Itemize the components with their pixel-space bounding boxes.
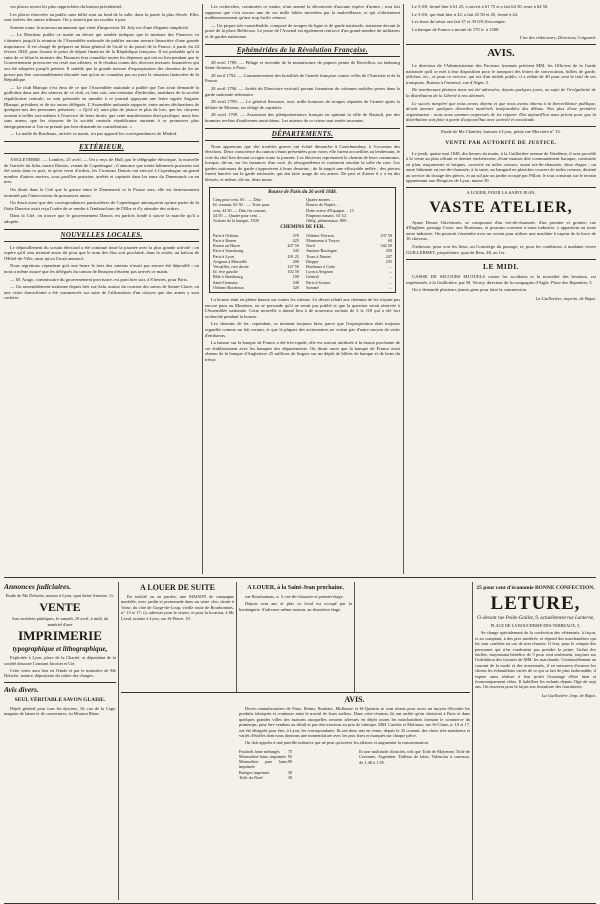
item-label: Dette active d'Espagne. .. 13 xyxy=(306,207,354,213)
item-value: 247 xyxy=(385,253,392,259)
item-label: Quatre annees. .. xyxy=(306,197,335,203)
paragraph: Divers manufacturiers de Paris, Reims, Roubaix, Mulhouse et St-Quentin se sont réunis pour avoir un moyen d'écouler les produits fabriqués et continuer ainsi le travail de leurs ateliers. Dans cette réunion, ils ont arrêté qu'on choisirait à Paris et dans quelques grandes villes des maisons auxquelles seraient adressés en dépôt toutes les marchandises formant le commerce du printemps, pour être vendues au détail et par rétrocessions au prix de fabrique. MM. Cambis et Molinaro, rue St-Côme, n. 10 et 17, ont été désignés pour être, à Lyon, les correspondants. Ils ont donc mis en vente, depuis le 25 courant, des choix très-nombreux et variés d'étoffes dont nous donnons une nomenclature avec les prix fixes et marqués sur chaque pièce. xyxy=(239,706,470,739)
item-label: Mousseline pure laine, imprimée xyxy=(239,759,289,770)
paragraph: Ayant Douze Ouvertures, se composant d'un rez-de-chaussée, d'un premier et grenier; rue d'Enghien, passage Coste, aux Brotteaux, et pouvant convenir à toute industrie, y appartient ou toute autre industrie. On pourrait s'entendre avec un voisin pour utiliser une machine à vapeur de la force de 16 chevaux. xyxy=(406,219,596,242)
item-value: 60 xyxy=(387,238,392,244)
chemins-right-list xyxy=(306,233,392,290)
item-value: 250 xyxy=(385,248,392,254)
le-midi-heading: LE MIDI. xyxy=(406,259,596,271)
item-label: Paris à Strasbourg xyxy=(213,248,244,254)
avis-divers-heading: Avis divers. xyxy=(4,682,116,694)
ephemeride: 28 avril 1789. — Pillage et incendie de la manufacture de papiers peints de Reveillon, au faubourg Saint-Antoine, à Paris. xyxy=(205,59,400,71)
louer-heading: A LOUER, POUR LA SAINT-JEAN, xyxy=(406,187,596,196)
paragraph: De nombreuses plaintes nous ont été adressées, depuis quelques jours, au sujet de l'irrégularité de la distribution de la Liberté à nos abonnés. xyxy=(406,87,596,98)
item-value: ... xyxy=(388,269,392,275)
bourse-right-list xyxy=(306,197,392,223)
paragraph: Le jeudi, quatre mai 1848, dix heures du matin, à la Guillotière avenue de Vendôme, il sera procédé à la vente au plus offrant et dernier enchérisseur, d'une maison dite communément baraque, construite en plan, maçonnerie et briques, couverte en tuiles creuses, ayant rez-de-chaussée, deux étages ; un autre bâtiment en rez-de-chaussée, à la suite, un hangard en planches couvert de tuiles creuses, destiné au service du tissage des pièces, et au sol par un jardin occupé par Pillon; le tout construit sur le terrain appartenant aux Hospices de Lyon, masse 39. xyxy=(406,150,596,184)
signature: La Guillotière, Imp. de Bajat. xyxy=(541,692,596,698)
paragraph: Somme toute, le nouveau monument que vient d'improviser M. Joly est d'une élégante simplicité. xyxy=(10,24,189,30)
item-value: 237 50 xyxy=(380,232,392,238)
paragraph: Cette vente aura lieu en l'étude et par le ministère de Me Delache, notaire, dépositaire du cahier des charges. xyxy=(4,668,116,679)
item-label: Montereau à Troyes xyxy=(306,238,340,244)
louer2-heading: A LOUER, à la Saint-Jean prochaine, xyxy=(247,585,344,591)
ads-column-2 xyxy=(121,582,234,900)
paragraph: En totalité ou en parties, une MAISON de campagne meublée, avec jardin et promenade dans un vaste clos, située à Vaise, du côté de Gorge-de-Loup, vieille route de Bourbonnais, n° 13 et 17; s'y adresser pour le visiter, et pour la location, à Mr Laval, notaire à Lyon, rue St-Pierre, 10. xyxy=(121,594,234,621)
vaste-atelier-heading: VASTE ATELIER, xyxy=(429,198,573,216)
paragraph: Nous regrettons cependant qu'à une heure le tiers des cantons n'avait pas encore été dépouillé ; on nous a même assuré que les délégués du canton de Beaujeu n'étaient pas arrivés ce matin. xyxy=(4,263,199,274)
imprimerie-heading: IMPRIMERIE xyxy=(18,628,102,644)
item-label: cent, 44 50. — Dito fin courant, xyxy=(213,207,267,213)
ephemeride: 28 avril 1799. — Assassinat des plénipotentiaires français en quittant la ville de Rastadt, par des hommes revêtus d'uniformes autrichiens. Les auteurs de ce crime sont restés inconnus. xyxy=(205,112,400,123)
item-label: Paris à Lyon xyxy=(213,253,234,259)
typo-heading: typographique et lithographique, xyxy=(12,645,108,654)
paragraph: Se charge spécialement de la confection des vêtements, à façon, et au comptant, à des prix modérés, et répond des marchandises qui lui sont confiées en cas de non réussite. Il fera, pour le compte des personnes qui n'en voudraient pas prendre la peine, l'achat des étoffes, moyennant bénéfice de 5 pour cent seulement, toujours sur l'exhibition des factures de MM. les marchands. Continuellement au courant de la mode et des nouveautés, il en mesurera d'avance les clients les échantillons variés de ce qui se fait de plus fashionable; il espère ainsi réaliser à leur profit l'avantage d'être bien et économiquement vêtus. Il habillera les enfants depuis l'âge de sept ans. On trouvera pour la façon son fourniture des fournitures. xyxy=(475,630,596,690)
paragraph: On disait dans la Cité que la guerre entre le Danemarck et la Prusse sera, elle est heureusement terminée par l'intercession de puissances amies. xyxy=(4,187,199,198)
economie-heading: 25 pour cent d'économie BONNE CONFECTION. xyxy=(476,585,595,591)
column-3 xyxy=(406,4,596,574)
paragraph: Les places réservées au public sans billet sont au fond de la salle, dans la partie la plus élevée. Elles sont isolées des autres tribunes. On y entrera par un escalier à part. xyxy=(4,11,199,23)
leture-sub: Ci-devant rue Poids-Gaillot, 9, actuellement rue Lanterne, xyxy=(476,616,595,621)
paragraph: Exploitée à Lyon, place de la Charité, et dépendant de la société dissoute Constant Jacottet et Cie. xyxy=(4,655,116,666)
signature: L'un des rédacteurs, Directeur, Coignard. xyxy=(519,35,596,41)
item-value: 147 50 xyxy=(287,264,299,270)
item-label: Id. courant, 65 50 .. — Trois pour xyxy=(213,202,270,208)
ads-column-1 xyxy=(4,582,116,900)
avis2-heading: AVIS. xyxy=(344,695,365,704)
paragraph: On disait aussi que des correspondances particulières de Copenhague annonçaient qu'une partie de la flotte Danoise avait reçu l'ordre de se rendre à l'embouchure de l'Elbe et d'y attendre des ordres. xyxy=(4,200,199,211)
item-label: Bâle à Strasbourg xyxy=(213,274,243,280)
paragraph: rue Bourbonnais, n. 5, rez-de-chaussée et premier étage. xyxy=(245,594,344,599)
item-value: 50 xyxy=(288,769,293,775)
item-label: Bordeaux à Cette xyxy=(306,264,336,270)
section-divider xyxy=(4,577,596,578)
item-label: Cinq pour cent, 65 .. — Dito xyxy=(213,197,262,203)
paragraph: Depuis cent ans et plus ce local est occupé par la boulangerie. S'adresser même maison, au deuxième étage. xyxy=(239,601,352,612)
bourse-box xyxy=(209,187,396,293)
leture-heading: LETURE, xyxy=(490,593,581,614)
item-label: Foulards laine mélangés xyxy=(239,748,280,754)
annonces-heading: Annonces judiciaires. xyxy=(4,582,72,591)
item-value: 207 50 xyxy=(287,243,299,249)
item-label: Rouen au Havre xyxy=(213,243,241,249)
item-value: 255 xyxy=(385,258,392,264)
column-divider xyxy=(354,582,355,692)
paragraph: Dans la Cité, on trouve que le gouvernement Danois est parfois fondé à suivre la marche qu'il a adoptée. xyxy=(4,213,199,224)
section-heading-exterieur: EXTÉRIEUR. xyxy=(4,141,199,154)
item-label: Id. rive gauche xyxy=(213,269,238,275)
column-divider xyxy=(472,582,473,900)
item-label: Bourse de Naples. .. xyxy=(306,202,340,208)
leture-place: PLACE DE LA BOUCHERIE-DES-TERREAUX, 5, xyxy=(490,623,581,629)
avis-ad xyxy=(239,694,470,780)
item-label: Versailles, rive droite xyxy=(213,264,249,270)
paragraph: — Un piquet très-considérable, composé de troupes de ligne et de garde nationale, stationne devant le poste de la place Bellecour. Le poste de l'Arsenal est également renforcé d'un grand nombre de militaires et de gardes nationaux. xyxy=(205,22,400,39)
paragraph: — Le Moniteur publie ce matin un décret qui semble indiquer que le ministre des Finances va s'abstenir jusqu'à la réunion de l'Assemblée nationale de publier aucune mesure financière d'une grande importance. Il est chargé de préparer un bilan général de l'actif et du passif de la France, à partir du 24 février 1848, pour fournir le point de départ financier de la République française. Il est probable qu'à la suite de ce bilan le ministre des Finances fera connaître toutes les dépenses qui ont eu lieu pendant que le Gouvernement provisoire est resté aux affaires, et le résultat connu des diverses mesures financières qui ont été adoptées jusqu'à présent. Il semble que la grande mesure d'expropriation des chemins de fer ne puisse pas être convenablement discutée tant qu'on ne connaîtra pas au juste la situation financière de la République. xyxy=(4,32,199,83)
item-value: 291 25 xyxy=(287,253,299,259)
column-divider xyxy=(202,4,203,574)
item-label: Paris à Rouen xyxy=(213,238,237,244)
paragraph: — La malle de Bordeaux, arrivée ce matin, n'a pas apporté les correspondances de Madrid. xyxy=(10,131,178,137)
bourse-left-list xyxy=(213,197,303,223)
item-value: 75 xyxy=(288,748,293,754)
list-item xyxy=(239,775,292,780)
list-item xyxy=(213,218,303,223)
item-label: Toile du Nord xyxy=(239,774,263,780)
item-label: Orléans-Bordeaux xyxy=(213,284,244,290)
paragraph: ces places seront les plus rapprochées du bureau présidentiel. xyxy=(10,4,123,9)
item-label: Tours à Nantes xyxy=(306,253,332,259)
item-label: Emprunt romain. 54 1/2 xyxy=(306,212,347,218)
paragraph: — Le club Blanqui s'est ému de ce que l'Assemblée nationale a publié que l'on avait demandé la guillotine dans une des séances de ce club, et, hier soir, une trentaine d'individus, membres de la société républicaine centrale, se sont présentés en tumulte à ce journal appuyant une lettre signée Auguste Blanqui, président, et de six autres délégués. L'Assemblée nationale rapporte, entre autres déclarations de quelques-uns des personnes présentes : « Qu'il n'y aura plus de justice et plus de lois; que les citoyens avaient à veiller eux-mêmes à l'exercice de leurs droits; que cette manifestation était pacifique, mais leur sans armes; que les citoyens de la société centrale républicaine auraient à se prononcer plus énergiquement si l'on ne prenait pas leur demande en considération. » xyxy=(4,84,199,129)
item-label: 44 50 — Quatre pour cent. .. xyxy=(213,212,262,218)
item-value: 95 xyxy=(288,754,293,760)
paragraph: CAISSE DE SECOURS MUTUELS contre les accidents et la mortalité des bestiaux, est représentée, à la Guillotière, par M. Verrey, directeur de la compagnie d'Aigle. Place des Repentirs, 5. xyxy=(406,274,596,285)
louer-suite-heading: A LOUER DE SUITE xyxy=(140,583,215,592)
item-label: Obllg. pièmontaise, 800 .. xyxy=(306,218,350,224)
item-value: 200 xyxy=(292,258,299,264)
paragraph: Le directeur de l'Administration des Facteurs lyonnais prévient MM. les Officiers de la Garde nationale qu'il se met à leur disposition pour le transport des lettres de convocation, billets de garde, affiches, etc., et pour ce service, qui est d'un intérêt public, il a réduit de 40 pour cent le tarif de ses transports. Bureau à l'entresol, rue d'Algér, 3. xyxy=(406,62,596,85)
bourse-line: Les bons du trésor ont fait 37 et 39 0/0 d'escompte. xyxy=(412,19,506,25)
item-label: Paris à Orléans xyxy=(213,232,239,238)
item-value: 320 xyxy=(292,284,299,290)
vente-text: Aux enchères publiques, le samedi, 29 avril, à midi, du matériel d'une xyxy=(11,616,109,627)
paragraph: Les recherches, continuées ce matin, n'ont amené la découverte d'aucune espèce d'armes ; tout fait supposer que c'est encore une de ces mille fables inventées par la malveillance, et qui n'obtiennent malheureusement qu'une trop facile créance. xyxy=(205,4,400,21)
item-value: 90 xyxy=(288,759,293,765)
paragraph: On y demande plusieurs jeunes gens pour faire la commission. xyxy=(412,287,528,293)
section-heading-avis: AVIS. xyxy=(406,44,596,60)
item-value: 100 xyxy=(292,274,299,280)
item-value: 340 xyxy=(292,279,299,285)
item-value: 370 xyxy=(292,232,299,238)
ads-column-3 xyxy=(239,582,352,692)
paragraph: Dépôt général pour tous les épiciers, 16, rue de la Cage, magasin de laines et de couvertures, au Mouton Blanc. xyxy=(4,705,116,717)
signature: La Guillotière, imprim. de Bajat. xyxy=(535,296,596,301)
item-label: Gentral xyxy=(306,274,319,280)
ephemeride: 28 avril 1792. — Commencement des hostilités de l'armée française contre celles de l'Autriche et de la Prusse. xyxy=(205,72,400,84)
bourse-line: Le 5 0/0, fermé hier à 61 25, a ouvert à 61 75 et a fait 64 50, reste à 64 50. xyxy=(412,4,549,9)
paragraph: ANGLETERRE. — Londres, 25 avril. — On a reçu de Hull, par le télégraphe électrique, la nouvelle de l'arrivée du Julia, navire Danois, venant de Copenhague ; il annonce que trente bâtiments prussiens ont été saisis dans ce port, et qu'en vertu d'ordres, les Croiseurs Danois ont envoyé à Copenhague un grand nombre d'autres navires, sous pavillon prussien, arrêtés et capturés dans les eaux du Danemarck ou en mer. xyxy=(4,157,199,185)
chemins-left-list xyxy=(213,233,299,290)
ephemeride: 28 avril 1799. — Le général Serrurier, avec mille hommes de troupes séparées de l'armée après la défaite de Moreau, est obligé de capituler. xyxy=(205,99,400,110)
chemins-title: CHEMINS DE FER. xyxy=(280,225,325,231)
column-divider xyxy=(236,582,237,692)
notice-etude: Etude de Me Chatelet, huissier à Lyon, petite rue Mercière n° 13. xyxy=(406,126,596,135)
section-heading-ephemerides: Ephémérides de la Révolution Française. xyxy=(205,44,400,57)
paragraph: La hausse sur la banque de France a été très-rapide, elle est surtout attribuée à la fusion prochaine de cet établissement avec les banques des départements. On disait aussi que la banque de France avait obtenu de la banque d'Angleterre 25 millions de lingots sur un dépôt de billets de banque et de bons du trésor. xyxy=(205,340,400,363)
list-item xyxy=(239,759,292,769)
item-label: Actions de la banque, 1500 xyxy=(213,218,259,224)
list-item xyxy=(306,218,392,223)
paragraph: Les chemins de fer, cependant, se tiennent toujours bien, parce que l'expropriation était toujours regardée comme un fait certain, et que la plupart des actionnaires ne voient pas d'autre moyen de sortir d'embarras. xyxy=(205,321,400,338)
column-divider xyxy=(403,4,404,574)
item-label: Paris à Sceaux xyxy=(306,279,331,285)
section-divider xyxy=(121,692,470,693)
etude-notice: Etude de Me Delache, notaire à Lyon, quai Saint-Antoine, 11. xyxy=(5,593,115,598)
vente-title: VENTE PAR AUTORITÉ DE JUSTICE. xyxy=(445,139,557,146)
item-label: Mousseline-laine, imprimée xyxy=(239,754,286,760)
section-heading-departements: DÉPARTEMENTS. xyxy=(205,128,400,141)
paragraph: La bourse était en pleine hausse sur toutes les valeurs. Le décret relatif aux chemins de fer n'ayant pas encore paru au Moniteur, on se persuade qu'il ne serait pas publié et que la question serait réservée à l'Assemblée nationale. Cette nouvelle a donné lieu à de nouveaux rachats de 3 fr. 0/0 qui a été fort recherché pendant la bourse. xyxy=(205,297,400,319)
paragraph: — M. Arago, commissaire du gouvernement provisoire, est parti hier soir, à 8 heures, pour Paris. xyxy=(10,276,189,282)
savon-heading: SEUL VÉRITABLE SAVON GLAISE. xyxy=(14,696,106,703)
item-label: Orléans-Vierzon xyxy=(306,232,334,238)
ephemeride: 28 avril 1796. — Arrêté du Directoire exécutif portant formation de colonnes mobiles prises dans la garde nationale sédentaire. xyxy=(205,85,400,97)
item-value: 30 xyxy=(288,774,293,780)
item-label: Avignon à Marseille xyxy=(213,258,248,264)
item-value: ... xyxy=(388,279,392,285)
paragraph: — Un rassemblement stationne depuis hier rue Sala, autour du couvent des sœurs de Sainte-Claire, on une visite domiciliaire a été commencée sur suite de l'affirmation d'un citoyen que des armes y sont cachées. xyxy=(4,284,199,301)
column-divider xyxy=(118,582,119,900)
item-value: ... xyxy=(388,284,392,290)
list-item xyxy=(213,285,299,290)
list-item xyxy=(306,285,392,290)
item-label: Amiens-Boulogne xyxy=(306,248,337,254)
section-heading-nouvelles: NOUVELLES LOCALES. xyxy=(4,229,199,242)
item-value: 102 50 xyxy=(287,269,299,275)
item-value: 342 50 xyxy=(380,243,392,249)
newspaper-page xyxy=(4,4,596,900)
column-1 xyxy=(4,4,199,574)
item-value: ... xyxy=(388,274,392,280)
item-value: 343 xyxy=(292,248,299,254)
column-2 xyxy=(205,4,400,574)
item-label: Nord xyxy=(306,243,315,249)
paragraph: S'adresser, pour voir les lieux, au Concierge du passage; et, pour les conditions, à madame veuve GUILLERMET, propriétaire, quai de Retz, 48, au 1er. xyxy=(406,244,596,255)
bourse-title: Bourse de Paris du 26 avril 1848. xyxy=(268,189,337,195)
item-label: Dieppe xyxy=(306,258,319,264)
vente-heading: VENTE xyxy=(39,600,81,615)
bourse-line: Le 3 0/0, qui était hier à 42, a fait 43 50 et 45, fermé à 44. xyxy=(412,11,519,17)
item-label: Sommé xyxy=(306,284,319,290)
items-list xyxy=(239,749,350,780)
paragraph: Le dépouillement du scrutin électoral a été continué toute la journée avec la plus grande activité ; on espère qu'il sera terminé assez tôt pour que le nom des élus soit proclamé, dans la soirée, au balcon de l'Hôtel-de-Ville, ainsi qu'on l'avait annoncé. xyxy=(4,244,199,261)
item-value: 425 xyxy=(292,238,299,244)
bourse-line: La banque de France a monté de 170 fr. à 1500. xyxy=(412,26,500,32)
ads-column-5 xyxy=(475,582,596,900)
item-label: Barèges imprimés xyxy=(239,769,270,775)
paragraph: On doit appeler à une pareille initiative qui ne peut qu'activer les affaires et augmenter la consommation. xyxy=(245,740,429,746)
item-value: ... xyxy=(388,264,392,270)
items-others: Et une multitude d'articles, tels que Toile de Mayenne, Toile de Cretonne, Argentine, Taffetas de laine, Valencias à carreaux, de 1 40 à 1 95. xyxy=(359,748,470,765)
item-label: Saint-Germain xyxy=(213,279,238,285)
paragraph: Nous apprenons que des troubles graves ont éclaté dimanche à Castelnaudary, à l'occasion des élections. Deux conscience du canton s'étant présentées pour voter, elle furent accueillies au lendemain, le vote du chef lieu devant occuper toute la journée. Les électeurs reprenaient le chemin de leurs communes, lorsque, dit-on, sur les instances d'un curé, ils rétrogradèrent et voulurent envahir la salle du vote. Les gardes nationaux de garde s'opposèrent à leurs desseins ; de là naquit une effroyable mêlée ; des pierres furent lancées sur la garde nationale, qui dut faire usage de ses armes. De part et d'autre il y a eu des blessés, et même, dit-on, deux morts. xyxy=(205,143,400,183)
item-label: Lyon à Avignon xyxy=(306,269,333,275)
paragraph: Le succès inespéré que nous avons obtenu et que nous avons obtenu à la bienveillance publique, devait amener quelques désordres matériels inséparables des débuts. Nos plus d'une première organisation : nous nous sommes empressés de les réparer. Dès aujourd'hui nous prions pour que la distribution soit faite à partir d'aujourd'hui avec activité et exactitude. xyxy=(406,100,596,123)
